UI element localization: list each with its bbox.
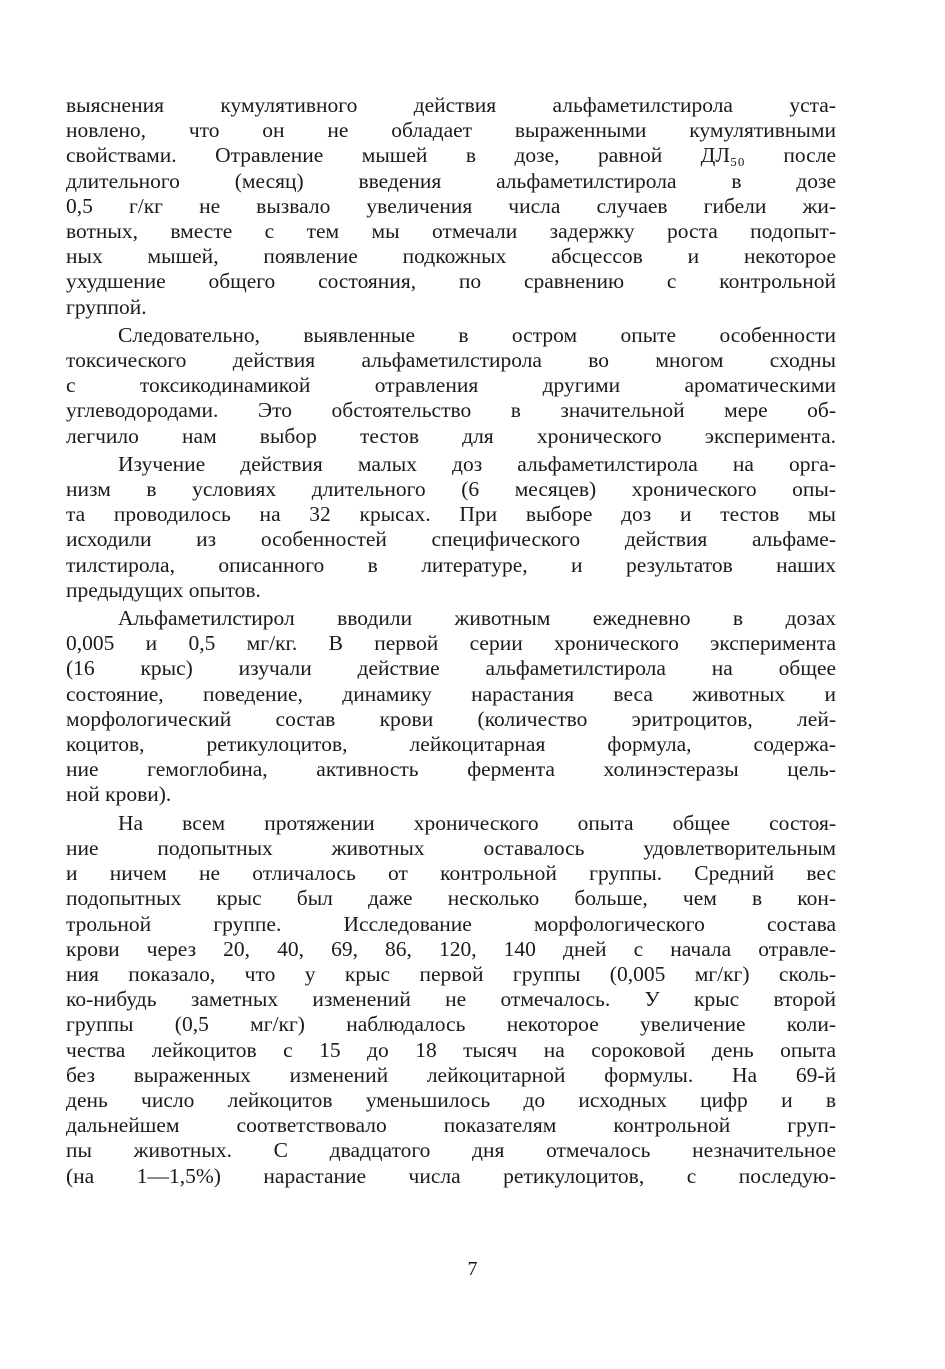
text-line: выяснения кумулятивного действия альфаметилстирола уста-	[66, 93, 836, 117]
paragraph-3	[66, 452, 836, 603]
text-line: (на 1—1,5%) нарастание числа ретикулоцитов, с последую-	[66, 1163, 836, 1188]
text-line: та проводилось на 32 крысах. При выборе доз и тестов мы	[66, 502, 836, 527]
text-line: свойствами. Отравление мышей в дозе, равной ДЛ₅₀ после	[66, 143, 836, 168]
text-line: Альфаметилстирол вводили животным ежедневно в дозах	[118, 606, 836, 631]
text-line: ной крови).	[66, 782, 172, 807]
text-line: длительного (месяц) введения альфаметилстирола в дозе	[66, 168, 836, 193]
text-line: (16 крыс) изучали действие альфаметилстирола на общее	[66, 656, 836, 681]
text-line: 0,005 и 0,5 мг/кг. В первой серии хронического эксперимента	[66, 631, 836, 656]
text-line: низм в условиях длительного (6 месяцев) хронического опы-	[66, 477, 836, 502]
paragraph-1	[66, 93, 836, 320]
text-line: подопытных крыс был даже несколько больше, чем в кон-	[66, 886, 836, 911]
text-line: ных мышей, появление подкожных абсцессов и некоторое	[66, 244, 836, 269]
paragraph-4	[66, 606, 836, 808]
text-line: ние подопытных животных оставалось удовлетворительным	[66, 835, 836, 860]
paragraph-2	[66, 323, 836, 449]
page-body	[66, 93, 836, 1189]
text-line: Следовательно, выявленные в остром опыте особенности	[118, 322, 836, 347]
text-line: день число лейкоцитов уменьшилось до исходных цифр и в	[66, 1087, 836, 1112]
text-line: легчило нам выбор тестов для хронического эксперимента.	[66, 423, 836, 448]
text-line: группы (0,5 мг/кг) наблюдалось некоторое увеличение коли-	[66, 1012, 836, 1037]
paragraph-5	[66, 811, 836, 1189]
text-line: новлено, что он не обладает выраженными кумулятивными	[66, 118, 836, 143]
text-line: исходили из особенностей специфического действия альфаме-	[66, 527, 836, 552]
text-line: вотных, вместе с тем мы отмечали задержку роста подопыт-	[66, 219, 836, 244]
text-line: крови через 20, 40, 69, 86, 120, 140 дней с начала отравле-	[66, 936, 836, 961]
text-line: тилстирола, описанного в литературе, и результатов наших	[66, 552, 836, 577]
text-line: без выраженных изменений лейкоцитарной формулы. На 69-й	[66, 1062, 836, 1087]
text-line: и ничем не отличалось от контрольной группы. Средний вес	[66, 861, 836, 886]
text-line: углеводородами. Это обстоятельство в значительной мере об-	[66, 398, 836, 423]
text-line: с токсикодинамикой отравления другими ароматическими	[66, 373, 836, 398]
text-line: предыдущих опытов.	[66, 577, 261, 602]
text-line: ко-нибудь заметных изменений не отмечалось. У крыс второй	[66, 987, 836, 1012]
text-line: пы животных. С двадцатого дня отмечалось незначительное	[66, 1138, 836, 1163]
text-line: дальнейшем соответствовало показателям контрольной груп-	[66, 1113, 836, 1138]
text-line: морфологический состав крови (количество эритроцитов, лей-	[66, 706, 836, 731]
page-number: 7	[467, 1258, 478, 1280]
text-line: 0,5 г/кг не вызвало увеличения числа случаев гибели жи-	[66, 193, 836, 218]
text-line: группой.	[66, 294, 147, 319]
text-line: токсического действия альфаметилстирола во многом сходны	[66, 348, 836, 373]
text-line: чества лейкоцитов с 15 до 18 тысяч на сороковой день опыта	[66, 1037, 836, 1062]
text-line: ухудшение общего состояния, по сравнению с контрольной	[66, 269, 836, 294]
text-line: состояние, поведение, динамику нарастания веса животных и	[66, 681, 836, 706]
text-line: Изучение действия малых доз альфаметилстирола на орга-	[118, 451, 836, 476]
text-line: коцитов, ретикулоцитов, лейкоцитарная формула, содержа-	[66, 732, 836, 757]
text-line: ния показало, что у крыс первой группы (0,005 мг/кг) сколь-	[66, 961, 836, 986]
text-line: На всем протяжении хронического опыта общее состоя-	[118, 810, 836, 835]
text-line: ние гемоглобина, активность фермента холинэстеразы цель-	[66, 757, 836, 782]
text-line: трольной группе. Исследование морфологического состава	[66, 911, 836, 936]
